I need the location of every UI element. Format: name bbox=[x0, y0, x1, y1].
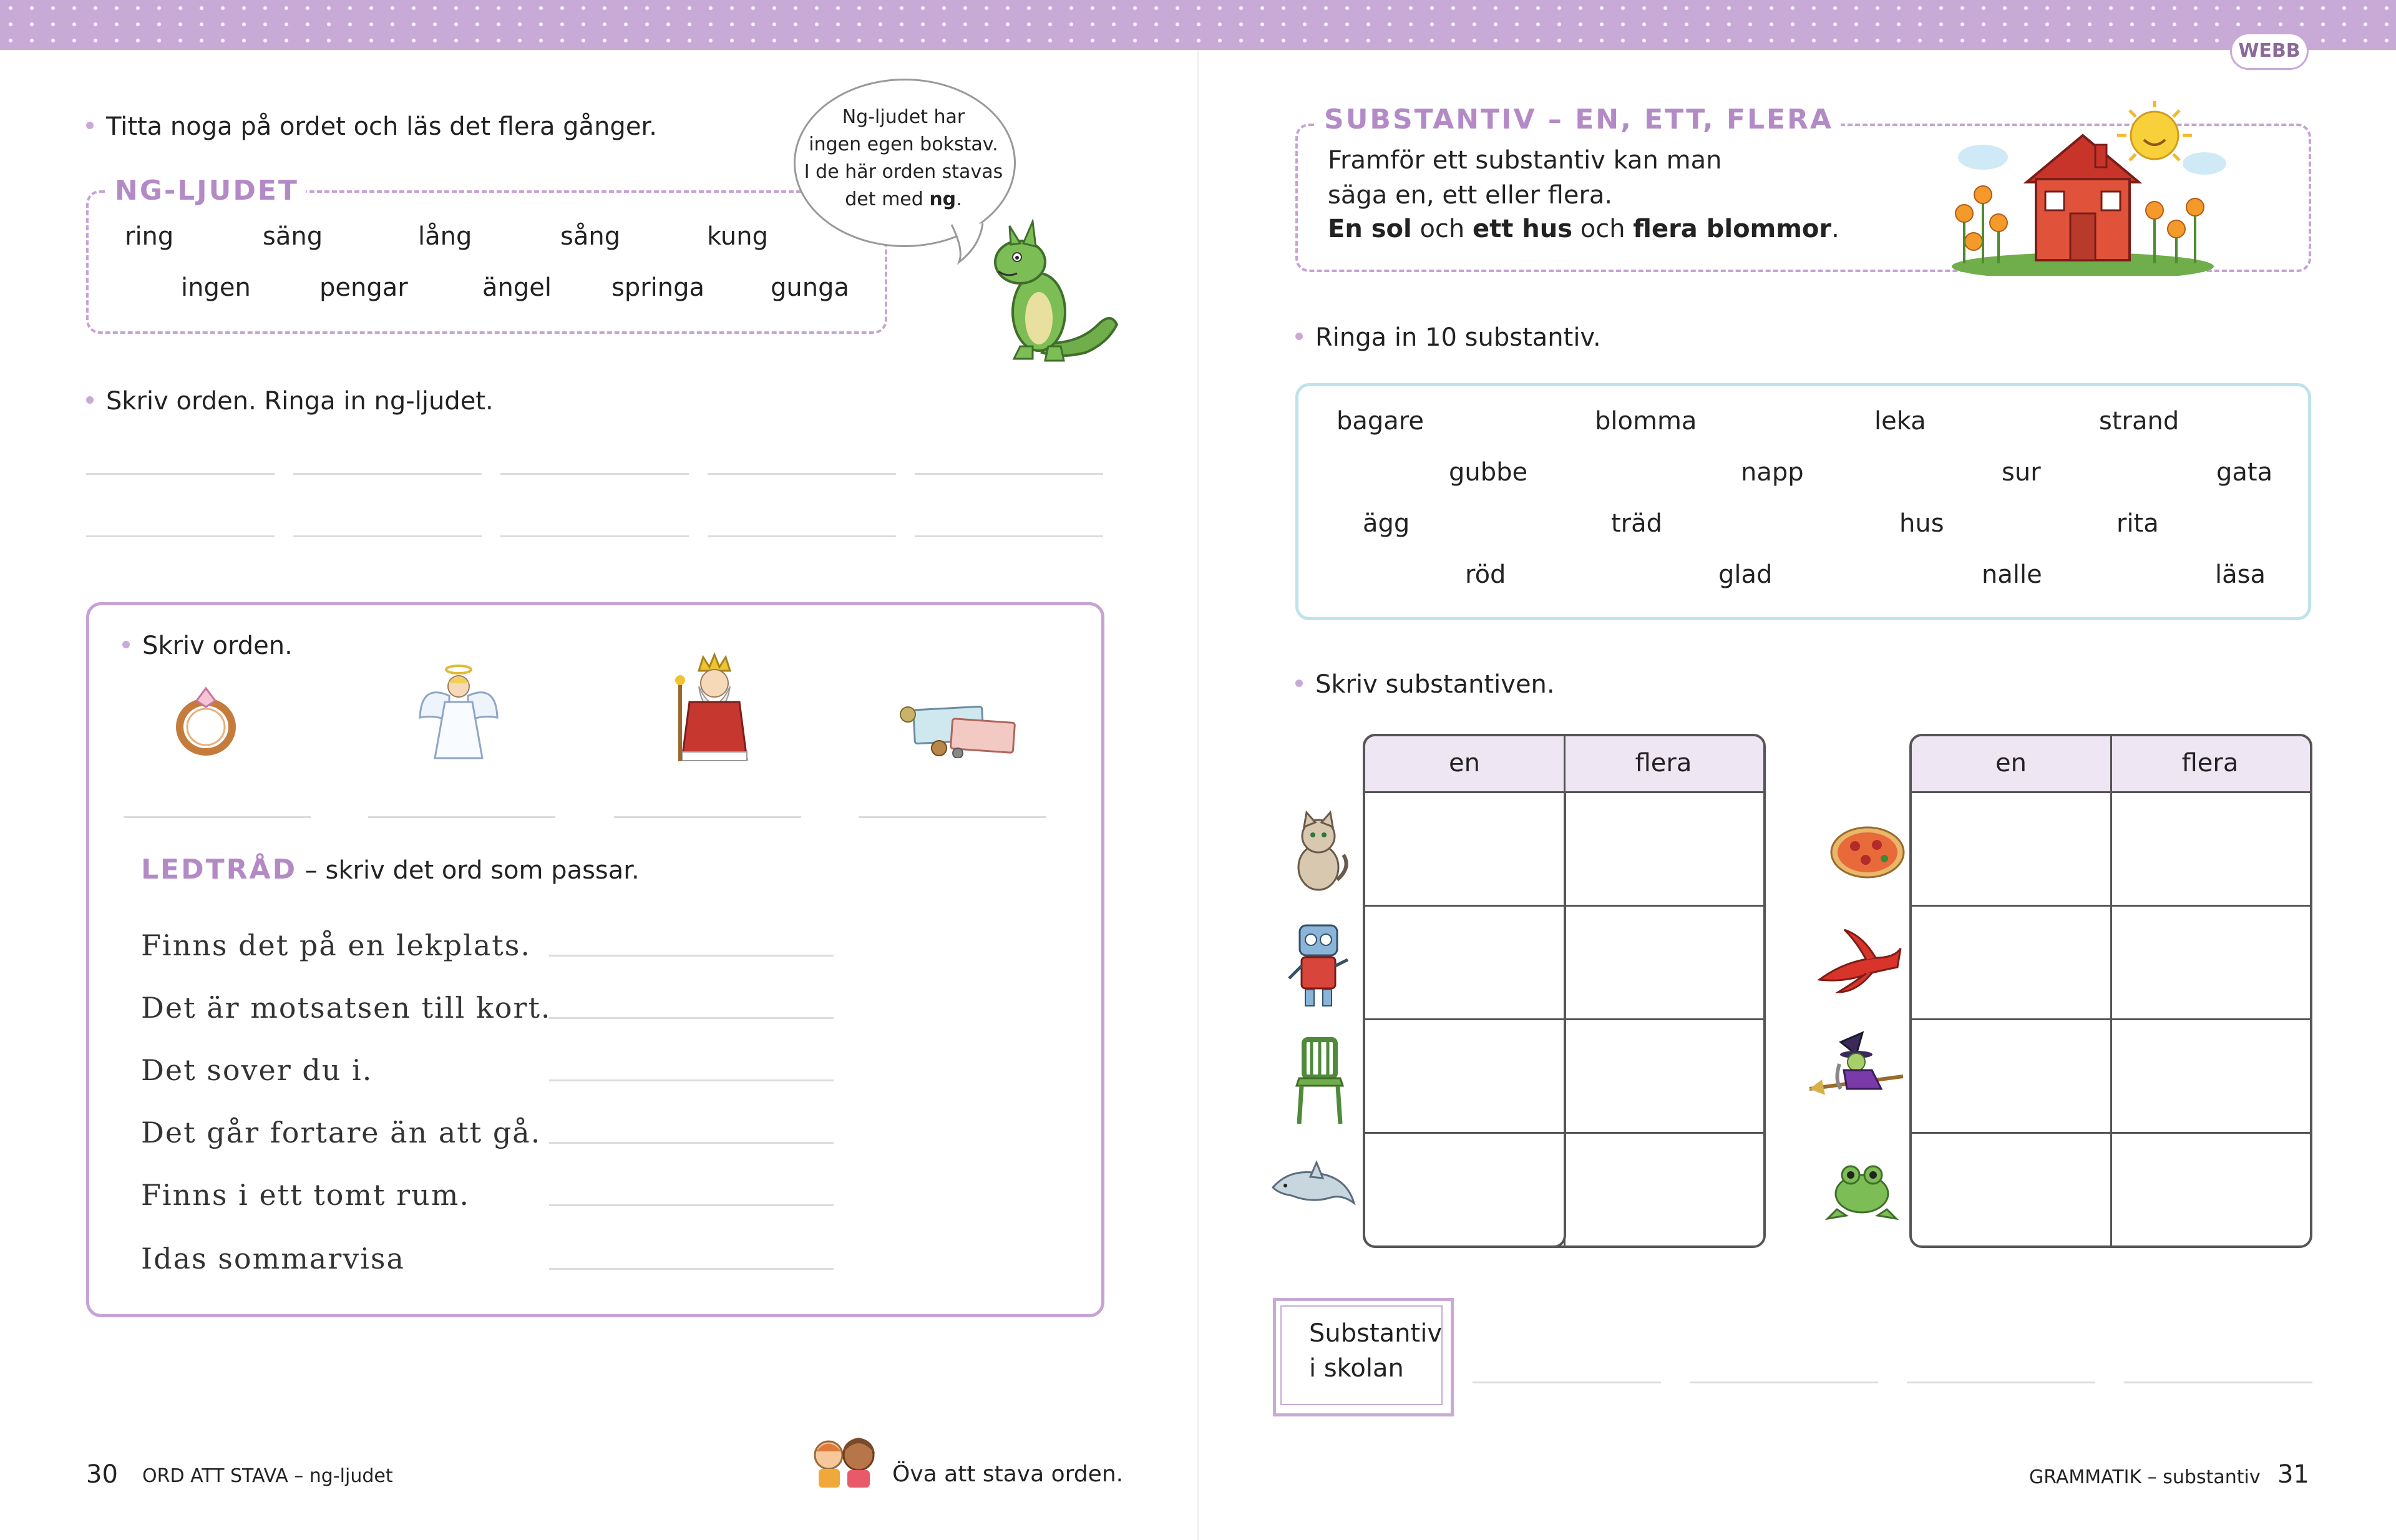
ledtrad-title: LEDTRÅD bbox=[141, 854, 298, 885]
writing-line[interactable] bbox=[293, 473, 482, 475]
info-line: Framför ett substantiv kan man bbox=[1328, 146, 1722, 175]
school-box-line: i skolan bbox=[1309, 1354, 1404, 1383]
writing-line[interactable] bbox=[500, 535, 689, 537]
noun-candidate-word[interactable]: glad bbox=[1718, 560, 1773, 589]
money-icon bbox=[895, 702, 1020, 758]
ng-word: ingen bbox=[181, 273, 251, 302]
school-noun-line[interactable] bbox=[1473, 1382, 1661, 1383]
king-icon bbox=[665, 652, 764, 764]
writing-line[interactable] bbox=[915, 535, 1103, 537]
bubble-line: Ng-ljudet har bbox=[842, 106, 965, 128]
noun-candidate-word[interactable]: napp bbox=[1741, 458, 1804, 487]
clue-text: Det går fortare än att gå. bbox=[141, 1116, 542, 1149]
footer-section-right: GRAMMATIK – substantiv bbox=[2029, 1466, 2261, 1488]
writing-line[interactable] bbox=[293, 535, 482, 537]
example-text: och bbox=[1572, 215, 1634, 243]
school-noun-line[interactable] bbox=[2124, 1382, 2312, 1383]
robot-icon bbox=[1284, 916, 1353, 1010]
bubble-bold: ng bbox=[929, 188, 957, 210]
noun-candidate-word[interactable]: rita bbox=[2116, 509, 2159, 538]
ng-word: säng bbox=[263, 222, 323, 251]
clue-text: Det är motsatsen till kort. bbox=[141, 991, 552, 1025]
noun-candidate-word[interactable]: leka bbox=[1874, 407, 1926, 436]
ng-word: ring bbox=[125, 222, 174, 251]
info-example bbox=[1328, 215, 1839, 243]
clue-text: Idas sommarvisa bbox=[141, 1242, 405, 1275]
bubble-line: I de här orden stavas bbox=[804, 161, 1003, 183]
table-header-en: en bbox=[1995, 749, 2027, 777]
webb-badge[interactable]: WEBB bbox=[2230, 32, 2309, 70]
noun-candidate-word[interactable]: läsa bbox=[2215, 560, 2266, 589]
clue-text: Finns i ett tomt rum. bbox=[141, 1178, 470, 1212]
table-row-divider bbox=[1365, 905, 1763, 907]
instruction-ringa bbox=[1295, 323, 1601, 352]
table-header-en: en bbox=[1449, 749, 1480, 777]
table-row-divider bbox=[1912, 1132, 2310, 1134]
ng-word-box bbox=[86, 190, 887, 334]
noun-candidate-word[interactable]: bagare bbox=[1337, 407, 1424, 436]
picture-writing-line[interactable] bbox=[614, 816, 801, 818]
instruction-skriv-orden-text: Skriv orden. bbox=[142, 631, 293, 660]
clue-answer-line[interactable] bbox=[549, 1079, 834, 1081]
house-sun-illustration bbox=[1939, 101, 2226, 276]
instruction-look-text: Titta noga på ordet och läs det flera gånger. bbox=[106, 112, 657, 141]
writing-line[interactable] bbox=[915, 473, 1103, 475]
table-row-divider bbox=[1365, 1132, 1763, 1134]
writing-line[interactable] bbox=[708, 535, 896, 537]
crayfish-icon bbox=[1807, 924, 1907, 998]
bullet-dot bbox=[122, 641, 130, 648]
witch-icon bbox=[1803, 1030, 1909, 1111]
frog-icon bbox=[1824, 1153, 1899, 1222]
school-box-line: Substantiv bbox=[1309, 1319, 1442, 1348]
substantiv-box-title: SUBSTANTIV – EN, ETT, FLERA bbox=[1317, 104, 1841, 135]
example-text: och bbox=[1411, 215, 1473, 243]
noun-candidate-word[interactable]: nalle bbox=[1982, 560, 2042, 589]
bullet-dot bbox=[86, 396, 94, 404]
noun-candidate-word[interactable]: sur bbox=[2002, 458, 2041, 487]
bullet-dot bbox=[1295, 680, 1303, 687]
ng-word: springa bbox=[611, 273, 705, 302]
ng-word: gunga bbox=[771, 273, 849, 302]
table-header-flera: flera bbox=[2181, 749, 2239, 777]
table-row-divider bbox=[1912, 905, 2310, 907]
clue-answer-line[interactable] bbox=[549, 1268, 834, 1270]
table-row-divider bbox=[1365, 1018, 1763, 1020]
noun-candidate-word[interactable]: röd bbox=[1465, 560, 1506, 589]
clue-answer-line[interactable] bbox=[549, 1204, 834, 1206]
noun-candidate-word[interactable]: gubbe bbox=[1449, 458, 1528, 487]
table-header-flera: flera bbox=[1635, 749, 1692, 777]
bubble-text: . bbox=[956, 188, 962, 210]
noun-table-right-frame bbox=[1909, 734, 2312, 1248]
ng-word: pengar bbox=[319, 273, 408, 302]
instruction-skriv-orden bbox=[122, 631, 293, 660]
example-bold: ett hus bbox=[1472, 215, 1573, 243]
chair-icon bbox=[1285, 1033, 1354, 1127]
noun-candidate-word[interactable]: blomma bbox=[1595, 407, 1697, 436]
instruction-skriv-substantiv-text: Skriv substantiven. bbox=[1315, 670, 1555, 699]
ledtrad-text: – skriv det ord som passar. bbox=[297, 856, 640, 885]
instruction-ringa-text: Ringa in 10 substantiv. bbox=[1315, 323, 1601, 352]
clue-text: Det sover du i. bbox=[141, 1053, 373, 1087]
dragon-illustration bbox=[973, 218, 1123, 368]
pizza-icon bbox=[1827, 821, 1908, 884]
clue-answer-line[interactable] bbox=[549, 1142, 834, 1144]
noun-candidate-word[interactable]: strand bbox=[2099, 407, 2179, 436]
writing-line[interactable] bbox=[708, 473, 896, 475]
bubble-line bbox=[799, 186, 1008, 213]
noun-candidate-word[interactable]: hus bbox=[1899, 509, 1944, 538]
example-text: . bbox=[1831, 215, 1839, 243]
ng-word: lång bbox=[418, 222, 472, 251]
writing-line[interactable] bbox=[500, 473, 689, 475]
bubble-line: ingen egen bokstav. bbox=[809, 134, 998, 155]
ng-word: ängel bbox=[482, 273, 552, 302]
instruction-skriv-substantiv bbox=[1295, 670, 1555, 699]
ng-word: kung bbox=[707, 222, 769, 251]
noun-candidate-word[interactable]: ägg bbox=[1363, 509, 1410, 538]
clue-text: Finns det på en lekplats. bbox=[141, 928, 531, 962]
ng-word: sång bbox=[560, 222, 621, 251]
instruction-look bbox=[86, 112, 657, 141]
table-column-divider bbox=[1564, 736, 1566, 1245]
page-gutter bbox=[1197, 50, 1199, 1540]
picture-writing-line[interactable] bbox=[859, 816, 1046, 818]
footer-section-left: ORD ATT STAVA – ng-ljudet bbox=[142, 1465, 393, 1487]
table-column-divider bbox=[2110, 736, 2112, 1245]
school-noun-line[interactable] bbox=[1690, 1382, 1878, 1383]
school-noun-line[interactable] bbox=[1907, 1382, 2095, 1383]
noun-table-left-frame bbox=[1363, 734, 1766, 1248]
ring-icon bbox=[168, 677, 243, 758]
bubble-text: det med bbox=[845, 188, 930, 210]
instruction-write bbox=[86, 387, 494, 416]
dolphin-icon bbox=[1267, 1153, 1360, 1222]
example-bold: flera blommor bbox=[1633, 215, 1832, 243]
top-decorative-band bbox=[0, 0, 2396, 50]
angel-icon bbox=[415, 658, 502, 764]
picture-writing-line[interactable] bbox=[368, 816, 555, 818]
table-row-divider bbox=[1912, 1018, 2310, 1020]
kids-icon bbox=[804, 1433, 885, 1489]
noun-candidate-word[interactable]: träd bbox=[1611, 509, 1663, 538]
footer-practice: Öva att stava orden. bbox=[892, 1461, 1124, 1487]
writing-line[interactable] bbox=[86, 535, 275, 537]
picture-writing-line[interactable] bbox=[124, 816, 311, 818]
speech-bubble-text bbox=[799, 104, 1008, 213]
instruction-write-text: Skriv orden. Ringa in ng-ljudet. bbox=[106, 387, 494, 416]
example-bold: En sol bbox=[1328, 215, 1412, 243]
page-number-right: 31 bbox=[2277, 1460, 2309, 1489]
cat-icon bbox=[1284, 805, 1353, 892]
writing-line[interactable] bbox=[86, 473, 275, 475]
noun-candidate-word[interactable]: gata bbox=[2216, 458, 2273, 487]
page-number-left: 30 bbox=[86, 1460, 118, 1489]
clue-answer-line[interactable] bbox=[549, 955, 834, 957]
ng-box-title: NG-LJUDET bbox=[107, 175, 306, 207]
bullet-dot bbox=[1295, 333, 1303, 340]
bullet-dot bbox=[86, 122, 94, 129]
ledtrad-heading bbox=[141, 854, 640, 885]
clue-answer-line[interactable] bbox=[549, 1017, 834, 1019]
info-line: säga en, ett eller flera. bbox=[1328, 181, 1613, 210]
